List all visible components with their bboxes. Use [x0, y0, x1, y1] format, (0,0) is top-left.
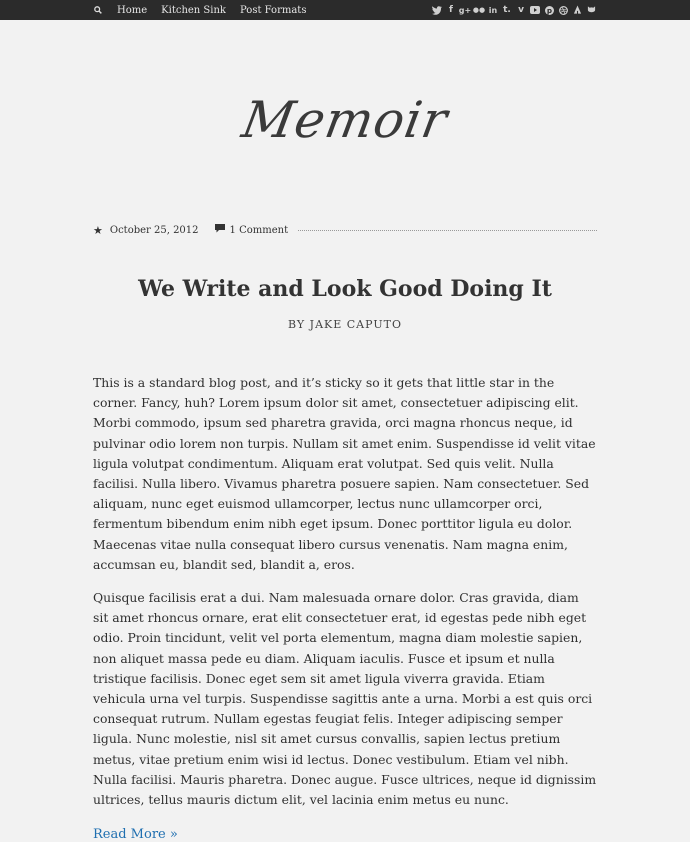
post-title[interactable]: We Write and Look Good Doing It [138, 276, 552, 302]
post-paragraph: This is a standard blog post, and it’s sticky so it gets that little star in the corner. Fancy, huh? Lorem ipsum dolor sit amet, consectetuer adipiscing elit. Morbi commodo, ipsum sed pharetra gravida, orci magna rhoncus neque, id pulvinar odio lorem non turpis. Nullam sit amet enim. Suspendisse id velit vitae ligula volutpat condimentum. Aliquam erat volutpat. Sed quis velit. Nulla facilisi. Nulla libero. Vivamus pharetra posuere sapien. Nam consectetuer. Sed aliquam, nunc eget euismod ullamcorper, lectus nunc ullamcorper orci, fermentum bibendum enim nibh eget ipsum. Donec porttitor ligula eu dolor. Maecenas vitae nulla consequat libero cursus venenatis. Nam magna enim, accumsan eu, blandit sed, blandit a, eros. [93, 375, 596, 572]
vimeo-icon[interactable]: v [518, 5, 524, 15]
forrst-icon[interactable] [571, 4, 583, 16]
nav-home[interactable]: Home [117, 4, 148, 16]
post-date[interactable]: October 25, 2012 [109, 224, 199, 236]
meta-divider [298, 230, 597, 231]
post-content [93, 373, 597, 842]
site-logo[interactable]: Memoir [237, 91, 453, 149]
flickr-icon[interactable]: ●● [472, 6, 486, 14]
post-byline: BY JAKE CAPUTO [288, 318, 402, 331]
search-icon[interactable] [93, 6, 103, 14]
comments-link[interactable]: 1 Comment [229, 224, 289, 236]
comment-icon [215, 224, 225, 236]
youtube-icon[interactable] [529, 4, 541, 16]
site-header [0, 20, 690, 220]
nav-post-formats[interactable]: Post Formats [239, 4, 307, 16]
top-nav [93, 5, 320, 16]
read-more-link[interactable]: Read More » [93, 827, 178, 842]
social-icons [429, 4, 597, 16]
github-icon[interactable] [585, 4, 597, 16]
google-plus-icon[interactable]: g+ [458, 5, 472, 15]
nav-kitchen-sink[interactable]: Kitchen Sink [161, 4, 226, 16]
twitter-icon[interactable] [431, 4, 443, 16]
dribbble-icon[interactable] [557, 4, 569, 16]
post-paragraph: Quisque facilisis erat a dui. Nam malesuada ornare dolor. Cras gravida, diam sit amet rhoncus ornare, erat elit consectetuer erat, id egestas pede nibh eget odio. Proin tincidunt, velit vel porta elementum, magna diam molestie sapien, non aliquet massa pede eu diam. Aliquam iaculis. Fusce et ipsum et nulla tristique facilisis. Donec eget sem sit amet ligula viverra gravida. Etiam vehicula urna vel turpis. Suspendisse sagittis ante a urna. Morbi a est quis orci consequat rutrum. Nullam egestas feugiat felis. Integer adipiscing semper ligula. Nunc molestie, nisl sit amet cursus convallis, sapien lectus pretium metus, vitae pretium enim wisi id lectus. Donec vestibulum. Etiam vel nibh. Nulla facilisi. Mauris pharetra. Donec augue. Fusce ultrices, neque id dignissim ultrices, tellus mauris dictum elit, vel lacinia enim metus eu nunc. [93, 590, 597, 808]
svg-text:p: p [546, 5, 552, 15]
pinterest-icon[interactable] [543, 4, 555, 16]
post-meta [93, 220, 597, 240]
tumblr-icon[interactable]: t. [503, 5, 511, 15]
star-icon: ★ [93, 223, 103, 237]
linkedin-icon[interactable]: in [488, 5, 498, 15]
facebook-icon[interactable]: f [449, 5, 453, 15]
top-bar [0, 0, 690, 20]
